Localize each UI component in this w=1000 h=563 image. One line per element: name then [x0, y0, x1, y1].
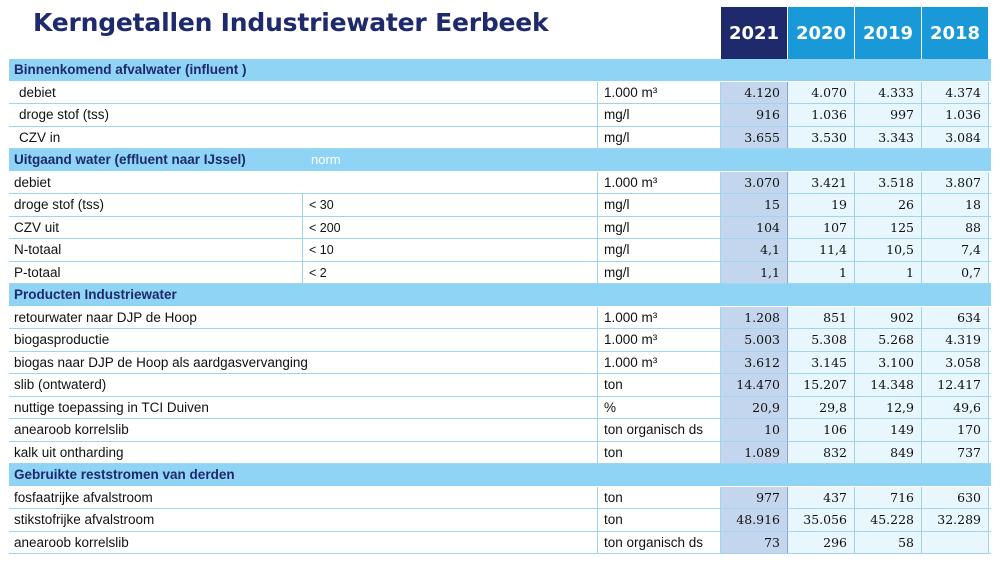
value-2019: 3.343 — [855, 127, 922, 149]
table-row — [9, 172, 991, 195]
norm-value: < 2 — [303, 262, 598, 284]
unit: 1.000 m³ — [598, 82, 721, 104]
value-2018: 12.417 — [922, 374, 989, 396]
table-row — [9, 442, 991, 465]
value-2018: 18 — [922, 194, 989, 216]
value-2019: 716 — [855, 487, 922, 509]
table-row — [9, 352, 991, 375]
value-2020: 3.530 — [788, 127, 855, 149]
value-2018: 7,4 — [922, 239, 989, 261]
value-2021: 48.916 — [721, 509, 788, 531]
row-label: kalk uit ontharding — [9, 442, 598, 464]
table-row — [9, 194, 991, 217]
row-label: P-totaal — [9, 262, 303, 284]
section-title: Gebruikte reststromen van derden — [14, 467, 235, 482]
row-label: slib (ontwaterd) — [9, 374, 598, 396]
value-2019: 902 — [855, 307, 922, 329]
value-2021: 1,1 — [721, 262, 788, 284]
row-label: stikstofrijke afvalstroom — [9, 509, 598, 531]
value-2020: 1.036 — [788, 104, 855, 126]
table-row — [9, 532, 991, 555]
value-2021: 1.208 — [721, 307, 788, 329]
value-2021: 3.070 — [721, 172, 788, 194]
value-2019: 3.100 — [855, 352, 922, 374]
row-label: debiet — [9, 172, 598, 194]
unit: ton — [598, 487, 721, 509]
unit: ton organisch ds — [598, 532, 721, 554]
value-2020: 1 — [788, 262, 855, 284]
row-label: fosfaatrijke afvalstroom — [9, 487, 598, 509]
value-2018: 88 — [922, 217, 989, 239]
section-title: Binnenkomend afvalwater (influent ) — [14, 62, 247, 77]
value-2019: 58 — [855, 532, 922, 554]
value-2021: 104 — [721, 217, 788, 239]
value-2021: 10 — [721, 419, 788, 441]
row-label: debiet — [9, 82, 598, 104]
value-2020: 35.056 — [788, 509, 855, 531]
table-row — [9, 374, 991, 397]
unit: % — [598, 397, 721, 419]
value-2021: 5.003 — [721, 329, 788, 351]
value-2020: 3.145 — [788, 352, 855, 374]
unit: 1.000 m³ — [598, 329, 721, 351]
row-label: CZV in — [9, 127, 598, 149]
row-label: CZV uit — [9, 217, 303, 239]
year-header-2021: 2021 — [721, 7, 788, 59]
table-row — [9, 307, 991, 330]
value-2020: 4.070 — [788, 82, 855, 104]
value-2021: 20,9 — [721, 397, 788, 419]
value-2019: 26 — [855, 194, 922, 216]
value-2019: 45.228 — [855, 509, 922, 531]
value-2021: 916 — [721, 104, 788, 126]
section-header — [9, 284, 991, 307]
value-2018: 1.036 — [922, 104, 989, 126]
value-2018: 0,7 — [922, 262, 989, 284]
year-header-2020: 2020 — [788, 7, 855, 59]
value-2020: 15.207 — [788, 374, 855, 396]
page-title: Kerngetallen Industriewater Eerbeek — [33, 8, 549, 37]
table-row — [9, 509, 991, 532]
value-2018: 32.289 — [922, 509, 989, 531]
value-2020: 437 — [788, 487, 855, 509]
unit: mg/l — [598, 127, 721, 149]
value-2019: 997 — [855, 104, 922, 126]
unit: mg/l — [598, 217, 721, 239]
row-label: biogas naar DJP de Hoop als aardgasvervanging — [9, 352, 598, 374]
row-label: retourwater naar DJP de Hoop — [9, 307, 598, 329]
unit: 1.000 m³ — [598, 172, 721, 194]
table-row — [9, 217, 991, 240]
value-2018: 170 — [922, 419, 989, 441]
value-2018: 634 — [922, 307, 989, 329]
value-2018: 49,6 — [922, 397, 989, 419]
norm-value: < 200 — [303, 217, 598, 239]
table-row — [9, 104, 991, 127]
section-header — [9, 464, 991, 487]
value-2020: 832 — [788, 442, 855, 464]
table-row — [9, 127, 991, 150]
section-title: Uitgaand water (effluent naar IJssel) — [14, 152, 246, 167]
unit: mg/l — [598, 262, 721, 284]
value-2019: 5.268 — [855, 329, 922, 351]
value-2019: 10,5 — [855, 239, 922, 261]
value-2018 — [922, 532, 989, 554]
value-2018: 3.084 — [922, 127, 989, 149]
value-2018: 3.058 — [922, 352, 989, 374]
table-row — [9, 262, 991, 285]
value-2020: 296 — [788, 532, 855, 554]
value-2020: 5.308 — [788, 329, 855, 351]
norm-value: < 10 — [303, 239, 598, 261]
year-header — [721, 7, 989, 59]
row-label: biogasproductie — [9, 329, 598, 351]
value-2020: 3.421 — [788, 172, 855, 194]
unit: ton — [598, 442, 721, 464]
value-2019: 849 — [855, 442, 922, 464]
unit: 1.000 m³ — [598, 307, 721, 329]
value-2018: 4.374 — [922, 82, 989, 104]
value-2018: 3.807 — [922, 172, 989, 194]
table-row — [9, 329, 991, 352]
row-label: droge stof (tss) — [9, 104, 598, 126]
value-2019: 149 — [855, 419, 922, 441]
value-2021: 4.120 — [721, 82, 788, 104]
table-row — [9, 487, 991, 510]
value-2021: 1.089 — [721, 442, 788, 464]
value-2021: 15 — [721, 194, 788, 216]
unit: ton organisch ds — [598, 419, 721, 441]
value-2020: 107 — [788, 217, 855, 239]
section-title: Producten Industriewater — [14, 287, 177, 302]
year-header-2019: 2019 — [855, 7, 922, 59]
value-2019: 1 — [855, 262, 922, 284]
value-2019: 3.518 — [855, 172, 922, 194]
section-header — [9, 59, 991, 82]
unit: mg/l — [598, 239, 721, 261]
norm-column-header: norm — [311, 152, 341, 167]
unit: mg/l — [598, 104, 721, 126]
value-2018: 4.319 — [922, 329, 989, 351]
value-2018: 630 — [922, 487, 989, 509]
unit: ton — [598, 509, 721, 531]
row-label: droge stof (tss) — [9, 194, 303, 216]
value-2021: 73 — [721, 532, 788, 554]
row-label: N-totaal — [9, 239, 303, 261]
value-2021: 3.655 — [721, 127, 788, 149]
row-label: anearoob korrelslib — [9, 419, 598, 441]
value-2021: 3.612 — [721, 352, 788, 374]
table-row — [9, 397, 991, 420]
section-header — [9, 149, 991, 172]
value-2019: 4.333 — [855, 82, 922, 104]
row-label: nuttige toepassing in TCI Duiven — [9, 397, 598, 419]
value-2019: 125 — [855, 217, 922, 239]
kerngetallen-table — [9, 59, 991, 554]
value-2019: 14.348 — [855, 374, 922, 396]
value-2020: 19 — [788, 194, 855, 216]
value-2018: 737 — [922, 442, 989, 464]
value-2020: 106 — [788, 419, 855, 441]
table-row — [9, 239, 991, 262]
value-2020: 851 — [788, 307, 855, 329]
year-header-2018: 2018 — [922, 7, 989, 59]
norm-value: < 30 — [303, 194, 598, 216]
value-2020: 11,4 — [788, 239, 855, 261]
table-row — [9, 419, 991, 442]
table-row — [9, 82, 991, 105]
value-2021: 4,1 — [721, 239, 788, 261]
unit: mg/l — [598, 194, 721, 216]
value-2021: 977 — [721, 487, 788, 509]
value-2021: 14.470 — [721, 374, 788, 396]
row-label: anearoob korrelslib — [9, 532, 598, 554]
value-2019: 12,9 — [855, 397, 922, 419]
unit: 1.000 m³ — [598, 352, 721, 374]
unit: ton — [598, 374, 721, 396]
value-2020: 29,8 — [788, 397, 855, 419]
